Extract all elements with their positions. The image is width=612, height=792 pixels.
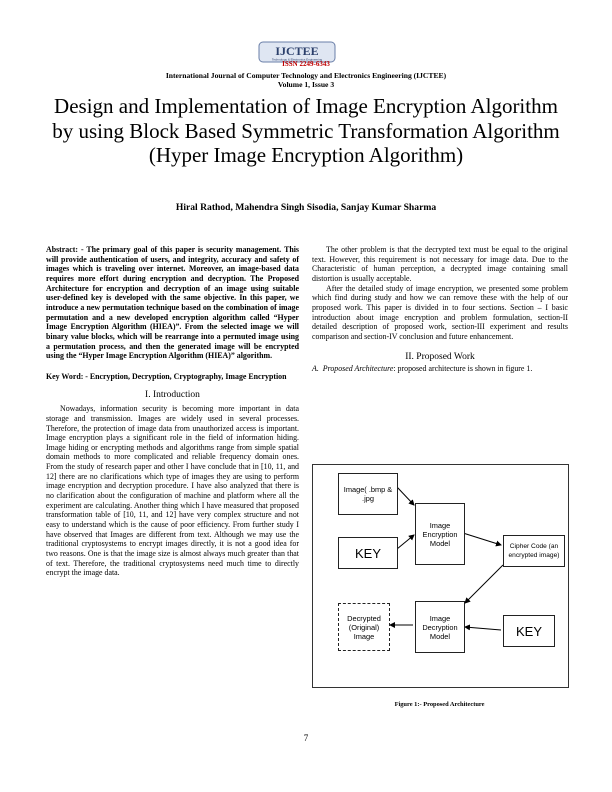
arrow-cipher-to-decryption — [465, 565, 503, 603]
section-heading-proposed-work: II. Proposed Work — [405, 351, 475, 362]
subsection-text: : proposed architecture is shown in figure 1. — [393, 364, 533, 374]
paragraph: After the detailed study of image encryption, we presented some problem which find during study and how we can remove these with the help of our proposed work. This paper is divided in to four sections. Section – I basic introduction about image encryption and problem formulation, section-II detailed description of proposed work, section-III experiment and results comparison and section-IV conclusion and future enhancement. — [312, 283, 568, 341]
journal-name: International Journal of Computer Technology and Electronics Engineering (IJCTEE) — [165, 71, 447, 80]
abstract: Abstract: - The primary goal of this paper is security management. This will provide authentication of users, and integrity, accuracy and safety of images which is traveling over internet. Moreover, an image-based data requires more effort during encryption and decryption. The Proposed Architecture for encryption and decryption of an image using suitable user-defined key is developed with the same objective. In this paper, we introduce a new permutation technique based on the combination of image permutation and a new developed encryption algorithm called “Hyper Image Encryption Algorithm (HIEA)”. From the selected image we will binary value blocks, which will be rearrange into a permuted image using a permutation process, and then the generated image will be encrypted using the “Hyper Image Encryption Algorithm (HIEA)” algorithm. — [46, 245, 299, 361]
introduction-text: Nowadays, information security is becoming more important in data storage and transmission. Images are widely used in several processes. Therefore, the protection of image data from unauthorized access is important. Image encryption plays a significant role in the field of information hiding. Image hiding or encrypting methods and algorithms range from simple spatial domain methods to more complicated and reliable frequency domain ones. From the study of research paper and other I have conclude that in [10, 11, and 12] there are no clarifications which type of images they are using to perform image encryption and decryption procedure. I have also analyzed that there is no clarification about the configuration of machine and platform where all the experiment are calculating. Another thing which I have measured that proposed transformation table of [10, 11, and 12] have very complex structure and not easy to understand which is the cause of poor efficiency. From further study I have observed that Images are different from text. Although we may use the traditional cryptosystems to encrypt images directly, it is not a good idea for two reasons. One is that the image size is almost always much greater than that of text. Therefore, the traditional cryptosystems need much time to directly encrypt the image data. — [46, 404, 299, 578]
architecture-figure — [312, 464, 569, 688]
right-column — [312, 245, 568, 374]
logo-text: IJCTEE — [275, 44, 319, 58]
figure-caption: Figure 1:- Proposed Architecture — [394, 701, 485, 708]
key-box-bottom: KEY — [503, 615, 555, 647]
title-line: (Hyper Image Encryption Algorithm) — [148, 143, 464, 167]
paragraph: The other problem is that the decrypted text must be equal to the original text. However, this requirement is not necessary for image data. Due to the Characteristic of human perception, a decrypted image containing small distortion is usually acceptable. — [312, 245, 568, 283]
arrow-key-to-encryption — [397, 535, 414, 549]
left-column — [46, 245, 299, 578]
title-line: by using Block Based Symmetric Transformation Algorithm — [52, 118, 560, 143]
paper-title — [20, 94, 592, 168]
image-input-box: Image( .bmp & .jpg — [338, 473, 398, 515]
subsection-proposed-architecture — [312, 364, 568, 374]
subsection-label: A. — [312, 364, 319, 374]
key-box-top: KEY — [338, 537, 398, 569]
arrow-encryption-to-cipher — [463, 533, 501, 545]
page-number: 7 — [303, 733, 309, 743]
journal-volume: Volume 1, Issue 3 — [277, 80, 335, 90]
journal-header — [0, 71, 612, 89]
subsection-title: Proposed Architecture — [322, 364, 394, 374]
title-line: Design and Implementation of Image Encryption Algorithm — [54, 94, 558, 118]
authors: Hiral Rathod, Mahendra Singh Sisodia, Sanjay Kumar Sharma — [175, 202, 437, 213]
cipher-code-box: Cipher Code (an encrypted image) — [503, 535, 565, 567]
logo-subtext: Technology & Electronics Engineering — [271, 57, 323, 62]
arrow-key-to-decryption — [465, 627, 501, 630]
section-heading-introduction: I. Introduction — [145, 389, 200, 400]
issn: ISSN 2249-6343 — [282, 60, 330, 68]
encryption-model-box: Image Encryption Model — [415, 503, 465, 565]
decrypted-image-box: Decrypted (Original) Image — [338, 603, 390, 651]
decryption-model-box: Image Decryption Model — [415, 601, 465, 653]
arrow-image-to-encryption — [397, 487, 414, 505]
keywords: Key Word: - Encryption, Decryption, Cryptography, Image Encryption — [46, 371, 287, 381]
